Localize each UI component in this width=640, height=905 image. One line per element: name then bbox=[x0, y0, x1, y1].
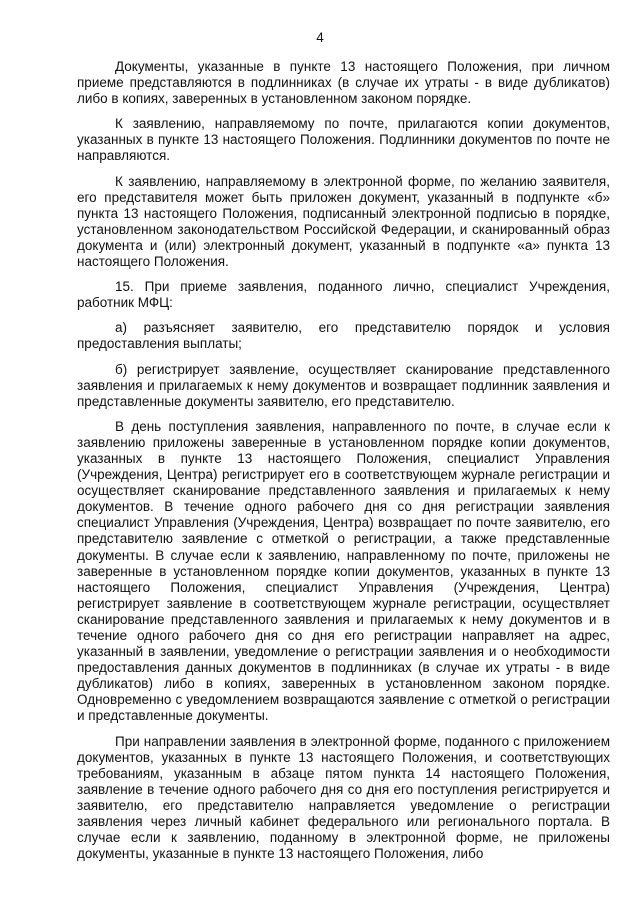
paragraph-item-15: 15. При приеме заявления, поданного лично, специалист Учреждения, работник МФЦ: bbox=[77, 279, 610, 311]
paragraph-mail-receipt: В день поступления заявления, направленного по почте, в случае если к заявлению приложены заверенные в установленном порядке копии документов, указанных в пункте 13 настоящего Положения, специалист Управления (Учреждения, Центра) регистрирует его в соответствующем журнале регистрации и осуществляет сканирование представленного заявления и прилагаемых к нему документов. В течение одного рабочего дня со дня регистрации заявления специалист Управления (Учреждения, Центра) возвращает по почте заявителю, его представителю заявление с отметкой о регистрации, а также представленные документы. В случае если к заявлению, направленному по почте, приложены не заверенные в установленном порядке копии документов, указанных в пункте 13 настоящего Положения, специалист Управления (Учреждения, Центра) регистрирует заявление в соответствующем журнале регистрации, осуществляет сканирование представленного заявления и прилагаемых к нему документов и в течение одного рабочего дня со дня его регистрации направляет на адрес, указанный в заявлении, уведомление о регистрации заявления и о необходимости предоставления данных документов в подлинниках (в случае их утраты - в виде дубликатов) либо в копиях, заверенных в установленном законом порядке. Одновременно с уведомлением возвращаются заявление с отметкой о регистрации и представленные документы. bbox=[77, 418, 610, 724]
paragraph-subitem-b: б) регистрирует заявление, осуществляет сканирование представленного заявления и прилагаемых к нему документов и возвращает подлинник заявления и представленные документы заявителю, его представителю. bbox=[77, 361, 610, 409]
paragraph-documents-by-mail: К заявлению, направляемому по почте, прилагаются копии документов, указанных в пункте 13 настоящего Положения. Подлинники документов по почте не направляются. bbox=[77, 116, 610, 164]
paragraph-electronic-submission: При направлении заявления в электронной форме, поданного с приложением документов, указанных в пункте 13 настоящего Положения, и соответствующих требованиям, указанным в абзаце пятом пункта 14 настоящего Положения, заявление в течение одного рабочего дня со дня его поступления регистрируется и заявителю, его представителю направляется уведомление о регистрации заявления через личный кабинет федерального или регионального портала. В случае если к заявлению, поданному в электронной форме, не приложены документы, указанные в пункте 13 настоящего Положения, либо bbox=[77, 733, 610, 862]
paragraph-electronic-form: К заявлению, направляемому в электронной форме, по желанию заявителя, его представителя может быть приложен документ, указанный в подпункте «б» пункта 13 настоящего Положения, подписанный электронной подписью в порядке, установленном законодательством Российской Федерации, и сканированный образ документа и (или) электронный документ, указанный в подпункте «а» пункта 13 настоящего Положения. bbox=[77, 173, 610, 270]
paragraph-subitem-a: а) разъясняет заявителю, его представителю порядок и условия предоставления выплаты; bbox=[77, 320, 610, 352]
document-body bbox=[77, 59, 610, 871]
paragraph-documents-in-person: Документы, указанные в пункте 13 настоящего Положения, при личном приеме представляются в подлинниках (в случае их утраты - в виде дубликатов) либо в копиях, заверенных в установленном законом порядке. bbox=[77, 59, 610, 107]
page-number: 4 bbox=[316, 30, 324, 45]
